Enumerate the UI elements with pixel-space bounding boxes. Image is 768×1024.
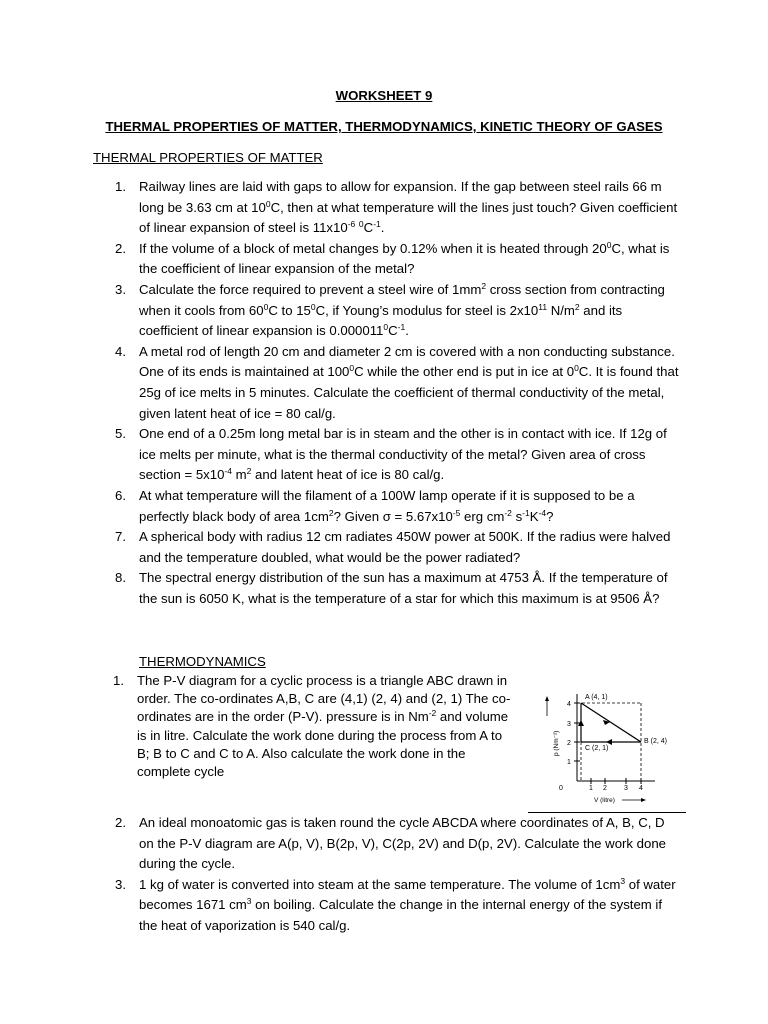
pv-label-a: A (4, 1) xyxy=(585,694,608,701)
pv-x-label: V (litre) xyxy=(594,797,615,804)
thermodynamics-question-list-a xyxy=(113,672,517,781)
pv-label-b: B (2, 4) xyxy=(644,738,667,745)
question-text: The P-V diagram for a cyclic process is a triangle ABC drawn in order. The co-ordinates A,B, C are (4,1) (2, 4) and (2, 1) The co-ordinates are in the order (P-V). pressure is in $Nm^{-2}$ and volume is in litre. Calculate the work done during the process from A to B; B to C and C to A. Also calculate the work done in the complete cycle xyxy=(137,673,511,780)
question-text: An ideal monoatomic gas is taken round the cycle ABCDA where coordinates of A, B, C, D on the P-V diagram are A(p, V), B(2p, V), C(2p, 2V) and D(p, 2V). Calculate the work done during the cycle. xyxy=(139,815,667,872)
question-number: 1. xyxy=(115,179,126,194)
question-number: 8. xyxy=(115,570,126,586)
question-text: Railway lines are laid with gaps to allow for expansion. If the gap between steel rails 66 m long be 3.63 cm at $10^0C$, then at what temperature will the lines just touch? Given coefficient of linear expansion of steel is $11x10^{-6}$ $^0C^{-1}$. xyxy=(139,179,678,236)
question-item xyxy=(115,177,679,239)
worksheet-title: WORKSHEET 9 xyxy=(335,88,433,103)
question-number: 6. xyxy=(115,487,126,503)
question-text: If the volume of a block of metal changes by 0.12% when it is heated through $20^0C$, what is the coefficient of linear expansion of the metal? xyxy=(139,239,670,277)
section-heading-thermal-properties: THERMAL PROPERTIES OF MATTER xyxy=(93,150,323,165)
question-number: 7. xyxy=(115,529,126,545)
question-item xyxy=(115,875,679,937)
question-item xyxy=(113,672,517,781)
question-number: 4. xyxy=(115,343,126,359)
question-text: At what temperature will the filament of a 100W lamp operate if it is supposed to be a perfectly black body of area $1cm^2$? Given $\sigma = 5.67x10^{-5}$ erg $cm^{-2}$ $s^{-1}K^{-4}$? xyxy=(139,487,635,524)
question-number: 2. xyxy=(115,240,126,256)
pv-xtick-1: 1 xyxy=(589,785,593,792)
question-number: 2. xyxy=(115,815,126,830)
question-item xyxy=(115,527,679,568)
question-item xyxy=(115,424,679,486)
pv-xtick-3: 3 xyxy=(624,785,628,792)
thermal-properties-question-list xyxy=(115,177,679,609)
section-heading-thermodynamics: THERMODYNAMICS xyxy=(139,654,266,669)
question-text: 1 kg of water is converted into steam at the same temperature. The volume of $1cm^3$ of water becomes 1671 $cm^3$ on boiling. Calculate the change in the internal energy of the system if the heat of vaporization is 540 cal/g. xyxy=(139,875,676,933)
pv-ytick-3: 3 xyxy=(567,721,571,728)
pv-diagram xyxy=(530,686,690,804)
question-item xyxy=(115,568,679,609)
pv-ytick-1: 1 xyxy=(567,759,571,766)
question-text: A spherical body with radius 12 cm radiates 450W power at 500K. If the radius were halved and the temperature doubled, what would be the power radiated? xyxy=(139,529,671,565)
pv-y-label: p (Nm⁻²) xyxy=(553,730,560,756)
question-text: A metal rod of length 20 cm and diameter 2 cm is covered with a non conducting substance. One of its ends is maintained at $100^0C$ while the other end is put in ice at $0^0C$. It is found that 25g of ice melts in 5 minutes. Calculate the coefficient of thermal conductivity of the metal, given latent heat of ice = 80 cal/g. xyxy=(139,343,679,421)
question-item xyxy=(115,486,679,527)
question-item xyxy=(115,239,679,280)
question-text: Calculate the force required to prevent a steel wire of $1mm^2$ cross section from contracting when it cools from $60^0C$ to $15^0C$, if Young’s modulus for steel is $2x10^{11}$ $N/m^2$ and its coefficient of linear expansion is $0.000011^0C^{-1}$. xyxy=(139,280,665,339)
worksheet-subtitle: THERMAL PROPERTIES OF MATTER, THERMODYNAMICS, KINETIC THEORY OF GASES xyxy=(105,119,663,134)
pv-ytick-2: 2 xyxy=(567,740,571,747)
question-number: 5. xyxy=(115,426,126,442)
pv-xtick-2: 2 xyxy=(603,785,607,792)
question-item xyxy=(115,342,679,424)
question-text: One end of a 0.25m long metal bar is in steam and the other is in contact with ice. If 12g of ice melts per minute, what is the thermal conductivity of the metal? Given area of cross section = $5x10^{-4}$ $m^2$ and latent heat of ice is 80 cal/g. xyxy=(139,426,667,483)
pv-origin: 0 xyxy=(559,785,563,792)
question-number: 3. xyxy=(115,281,126,297)
question-number: 3. xyxy=(115,876,126,892)
pv-xtick-4: 4 xyxy=(639,785,643,792)
pv-segment-ab xyxy=(581,703,641,742)
pv-ytick-4: 4 xyxy=(567,701,571,708)
question-number: 1. xyxy=(113,673,124,688)
question-item xyxy=(115,813,679,875)
pv-label-c: C (2, 1) xyxy=(585,745,609,752)
thermodynamics-question-list-b xyxy=(115,813,679,937)
question-item xyxy=(115,280,679,342)
question-text: The spectral energy distribution of the sun has a maximum at 4753 Å. If the temperature of the sun is 6050 K, what is the temperature of a star for which this maximum is at 9506 Å? xyxy=(139,570,668,606)
